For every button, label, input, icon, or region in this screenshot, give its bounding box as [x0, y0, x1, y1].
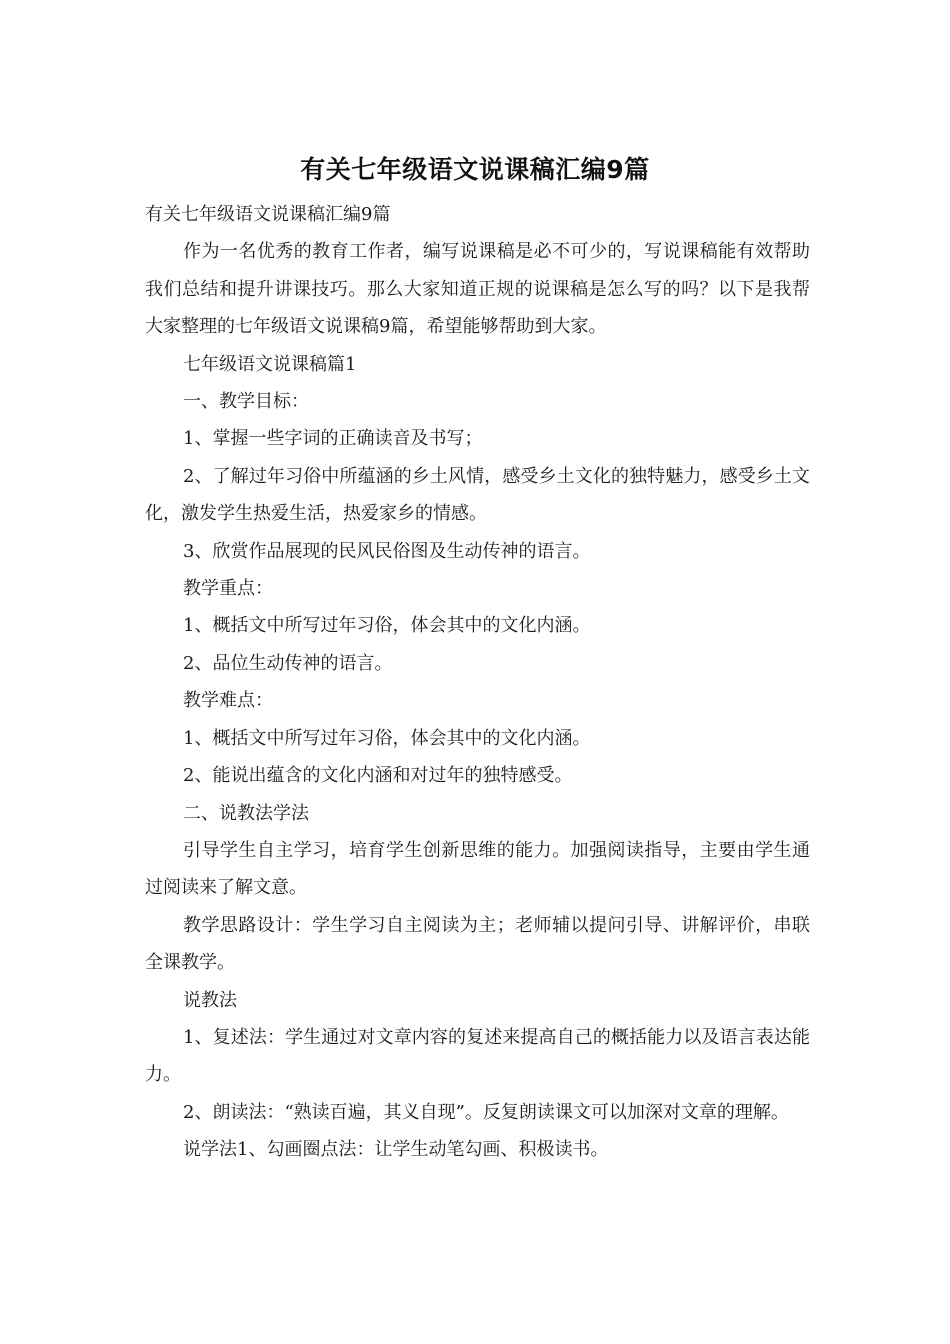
document-body: [145, 196, 810, 1169]
body-paragraph: 教学思路设计：学生学习自主阅读为主；老师辅以提问引导、讲解评价，串联全课教学。: [145, 914, 810, 974]
document-title: 有关七年级语文说课稿汇编9篇: [300, 155, 650, 184]
body-paragraph: 引导学生自主学习，培育学生创新思维的能力。加强阅读指导，主要由学生通过阅读来了解文意。: [145, 839, 810, 899]
heading-difficult-points: 教学难点：: [183, 690, 273, 712]
intro-paragraph: 作为一名优秀的教育工作者，编写说课稿是必不可少的，写说课稿能有效帮助我们总结和提升讲课技巧。那么大家知道正规的说课稿是怎么写的吗？以下是我帮大家整理的七年级语文说课稿9篇，希望能够帮助到大家。: [145, 241, 810, 338]
list-item: 1、概括文中所写过年习俗，体会其中的文化内涵。: [183, 615, 591, 637]
heading-key-points: 教学重点：: [183, 578, 273, 600]
heading-teaching-goals: 一、教学目标：: [183, 391, 309, 413]
subtitle-line: 有关七年级语文说课稿汇编9篇: [145, 204, 391, 225]
list-item: 2、能说出蕴含的文化内涵和对过年的独特感受。: [183, 765, 573, 787]
section-heading: 七年级语文说课稿篇1: [183, 353, 357, 375]
list-item: 2、品位生动传神的语言。: [183, 652, 393, 674]
list-item: 3、欣赏作品展现的民风民俗图及生动传神的语言。: [183, 540, 591, 562]
heading-teaching-methods: 二、说教法学法: [183, 802, 309, 824]
list-item: 2、了解过年习俗中所蕴涵的乡土风情，感受乡土文化的独特魅力，感受乡土文化，激发学生热爱生活，热爱家乡的情感。: [145, 465, 810, 525]
list-item: 1、概括文中所写过年习俗，体会其中的文化内涵。: [183, 727, 591, 749]
list-item: 2、朗读法：“熟读百遍，其义自现”。反复朗读课文可以加深对文章的理解。: [183, 1101, 789, 1123]
list-item: 1、掌握一些字词的正确读音及书写；: [183, 428, 483, 450]
list-item: 1、复述法：学生通过对文章内容的复述来提高自己的概括能力以及语言表达能力。: [145, 1026, 810, 1086]
heading-method: 说教法: [183, 989, 237, 1011]
list-item: 说学法1、勾画圈点法：让学生动笔勾画、积极读书。: [183, 1139, 609, 1161]
